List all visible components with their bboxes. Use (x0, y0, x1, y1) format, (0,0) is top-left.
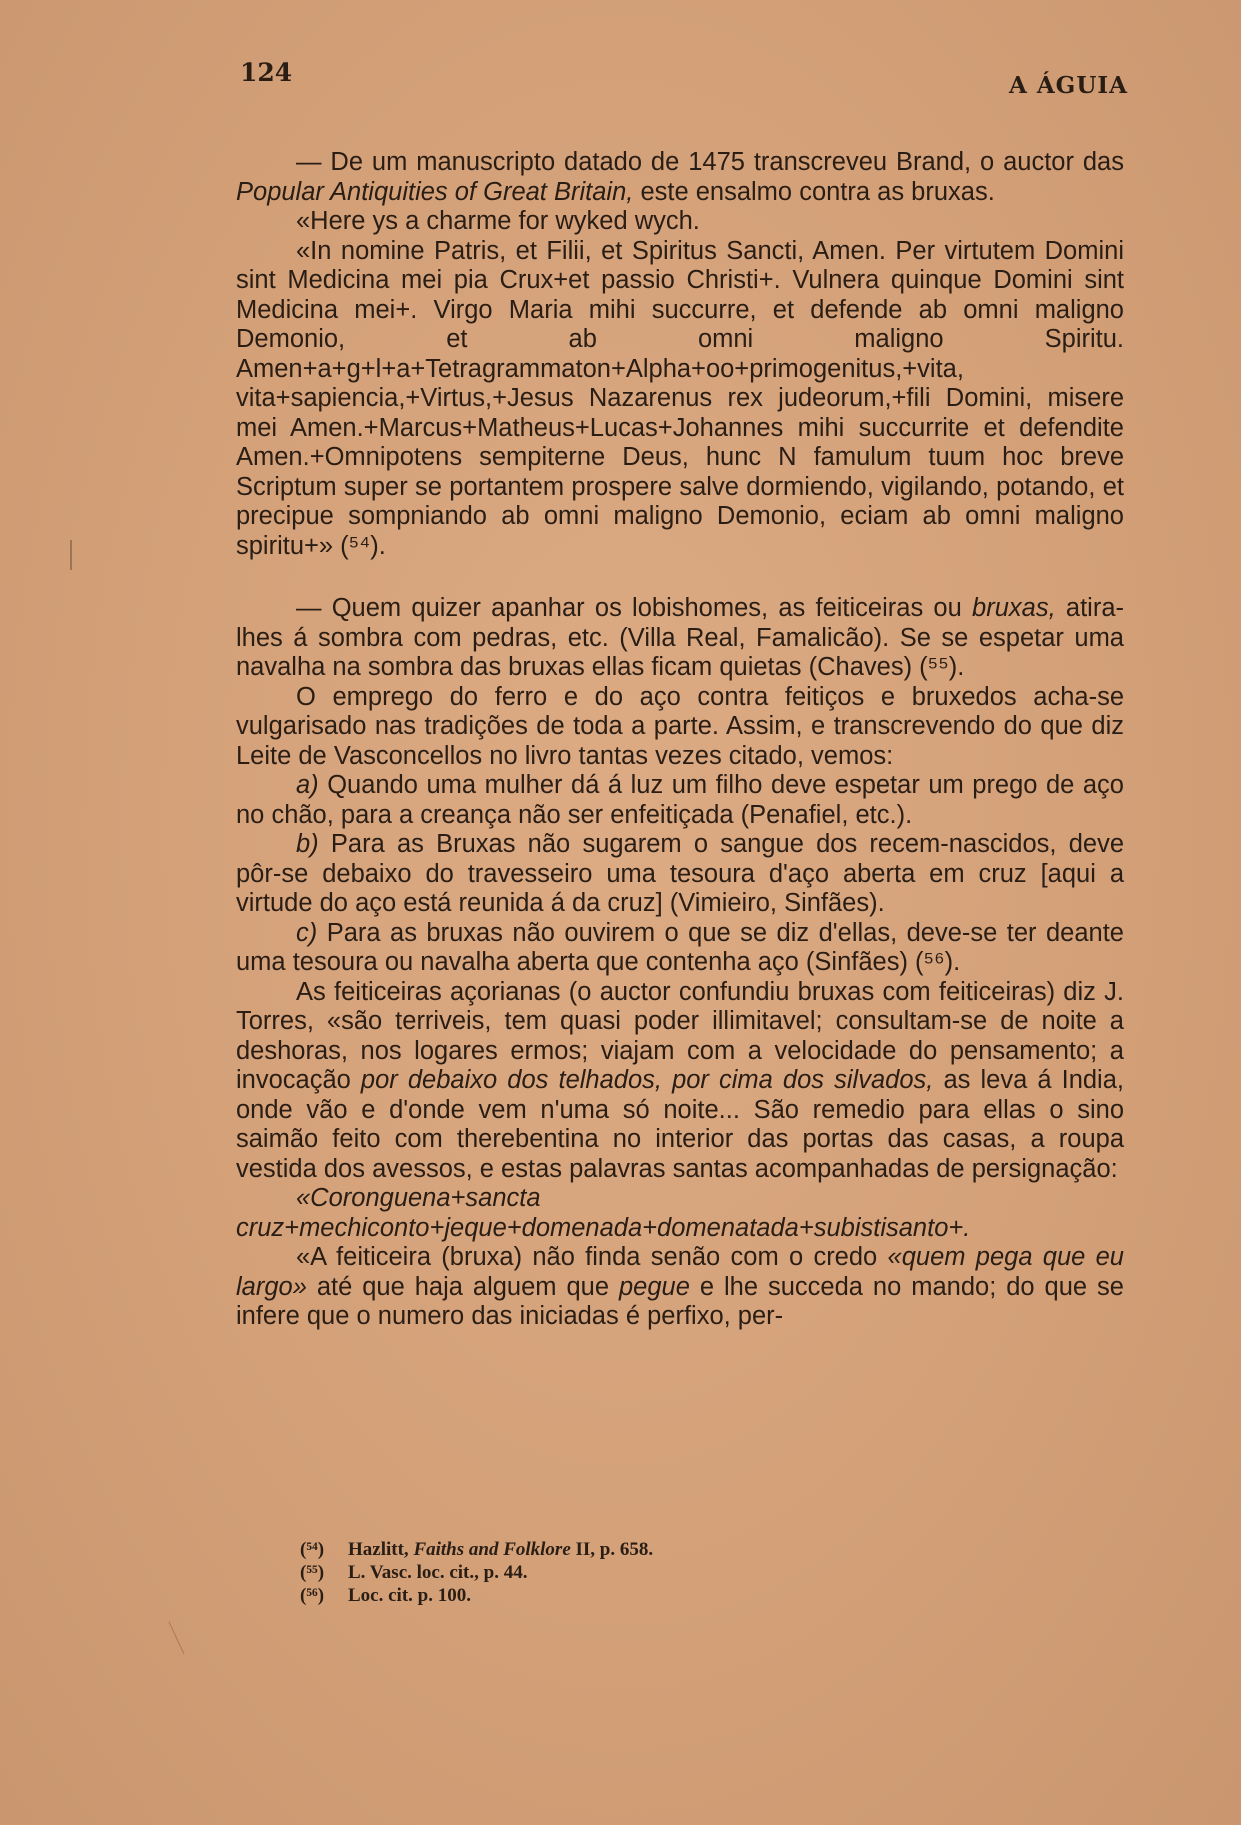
footnotes (300, 1538, 900, 1607)
footnote-mark: (⁵⁵) (300, 1562, 325, 1583)
item-a: a) Quando uma mulher dá á luz um filho deve espetar um prego de aço no chão, para a creança não ser enfeitiçada (Penafiel, etc.). (236, 771, 1124, 829)
page-header (240, 58, 1128, 98)
footnote-mark: (⁵⁶) (300, 1585, 325, 1606)
paragraph-feiticeira: «A feiticeira (bruxa) não finda senão com o credo «quem pega que eu largo» até que haja alguem que pegue e lhe succeda no mando; do que se infere que o numero das iniciadas é perfixo, per- (236, 1243, 1124, 1330)
paper-mark (70, 540, 72, 570)
paragraph-brand: — De um manuscripto datado de 1475 transcreveu Brand, o auctor das Popular Antiquities of Great Britain, este ensalmo contra as bruxas. (236, 148, 1124, 206)
paragraph-acores: As feiticeiras açorianas (o auctor confundiu bruxas com feiticeiras) diz J. Torres, «são terriveis, tem quasi poder illimitavel; consultam-se de noite a deshoras, nos logares ermos; viajam com a velocidade do pensamento; a invocação por debaixo dos telhados, por cima dos silvados, as leva á India, onde vão e d'onde vem n'uma só noite... São remedio para ellas o sino saimão feito com therebentina no interior das portas das casas, a roupa vestida dos avessos, e estas palavras santas acompanhadas de persignação: (236, 977, 1124, 1183)
book-title: Popular Antiquities of Great Britain, (236, 177, 634, 206)
page-number: 124 (240, 58, 293, 87)
charm-title: «Here ys a charme for wyked wych. (296, 207, 700, 235)
running-title: A ÁGUIA (1008, 72, 1128, 99)
paragraph-ferro: O emprego do ferro e do aço contra feitiços e bruxedos acha-se vulgarisado nas tradições de toda a parte. Assim, e transcrevendo do que diz Leite de Vasconcellos no livro tantas vezes citado, vemos: (236, 682, 1124, 770)
footnote: (⁵⁴) Hazlitt, Faiths and Folklore II, p. 658. (300, 1539, 654, 1560)
incantation: «Coronguena+sancta cruz+mechiconto+jeque+domenada+domenatada+subistisanto+. (236, 1184, 971, 1242)
footnote: (⁵⁵) L. Vasc. loc. cit., p. 44. (300, 1562, 528, 1583)
item-c: c) Para as bruxas não ouvirem o que se diz d'ellas, deve-se ter deante uma tesoura ou navalha aberta que contenha aço (Sinfães) (⁵⁶). (236, 918, 1124, 976)
paragraph-lobishomes: — Quem quizer apanhar os lobishomes, as feiticeiras ou bruxas, atira-lhes á sombra com pedras, etc. (Villa Real, Famalicão). Se se espetar uma navalha na sombra das bruxas ellas ficam quietas (Chaves) (⁵⁵). (236, 594, 1124, 681)
footnote-mark: (⁵⁴) (300, 1539, 325, 1560)
paper-mark (168, 1621, 184, 1654)
charm-text: «In nomine Patris, et Filii, et Spiritus Sancti, Amen. Per virtutem Domini sint Medicina mei pia Crux+et passio Christi+. Vulnera quinque Domini sint Medicina mei+. Virgo Maria mihi succurre, et defende ab omni maligno Demonio, et ab omni maligno Spiritu. Amen+a+g+l+a+Tetragrammaton+Alpha+oo+primogenitus,+vita, vita+sapiencia,+Virtus,+Jesus Nazarenus rex judeorum,+fili Domini, misere mei Amen.+Marcus+Matheus+Lucas+Johannes mihi succurrite et defendite Amen.+Omnipotens sempiterne Deus, hunc N famulum tuum hoc breve Scriptum super se portantem prospere salve dormiendo, vigilando, potando, et precipue sompniando ab omni maligno Demonio, eciam ab omni maligno spiritu+» (⁵⁴). (236, 236, 1124, 560)
body-text (236, 148, 1124, 1332)
item-b: b) Para as Bruxas não sugarem o sangue dos recem-nascidos, deve pôr-se debaixo do travesseiro uma tesoura d'aço aberta em cruz [aqui a virtude do aço está reunida á da cruz] (Vimieiro, Sinfães). (236, 830, 1124, 917)
footnote: (⁵⁶) Loc. cit. p. 100. (300, 1585, 471, 1606)
